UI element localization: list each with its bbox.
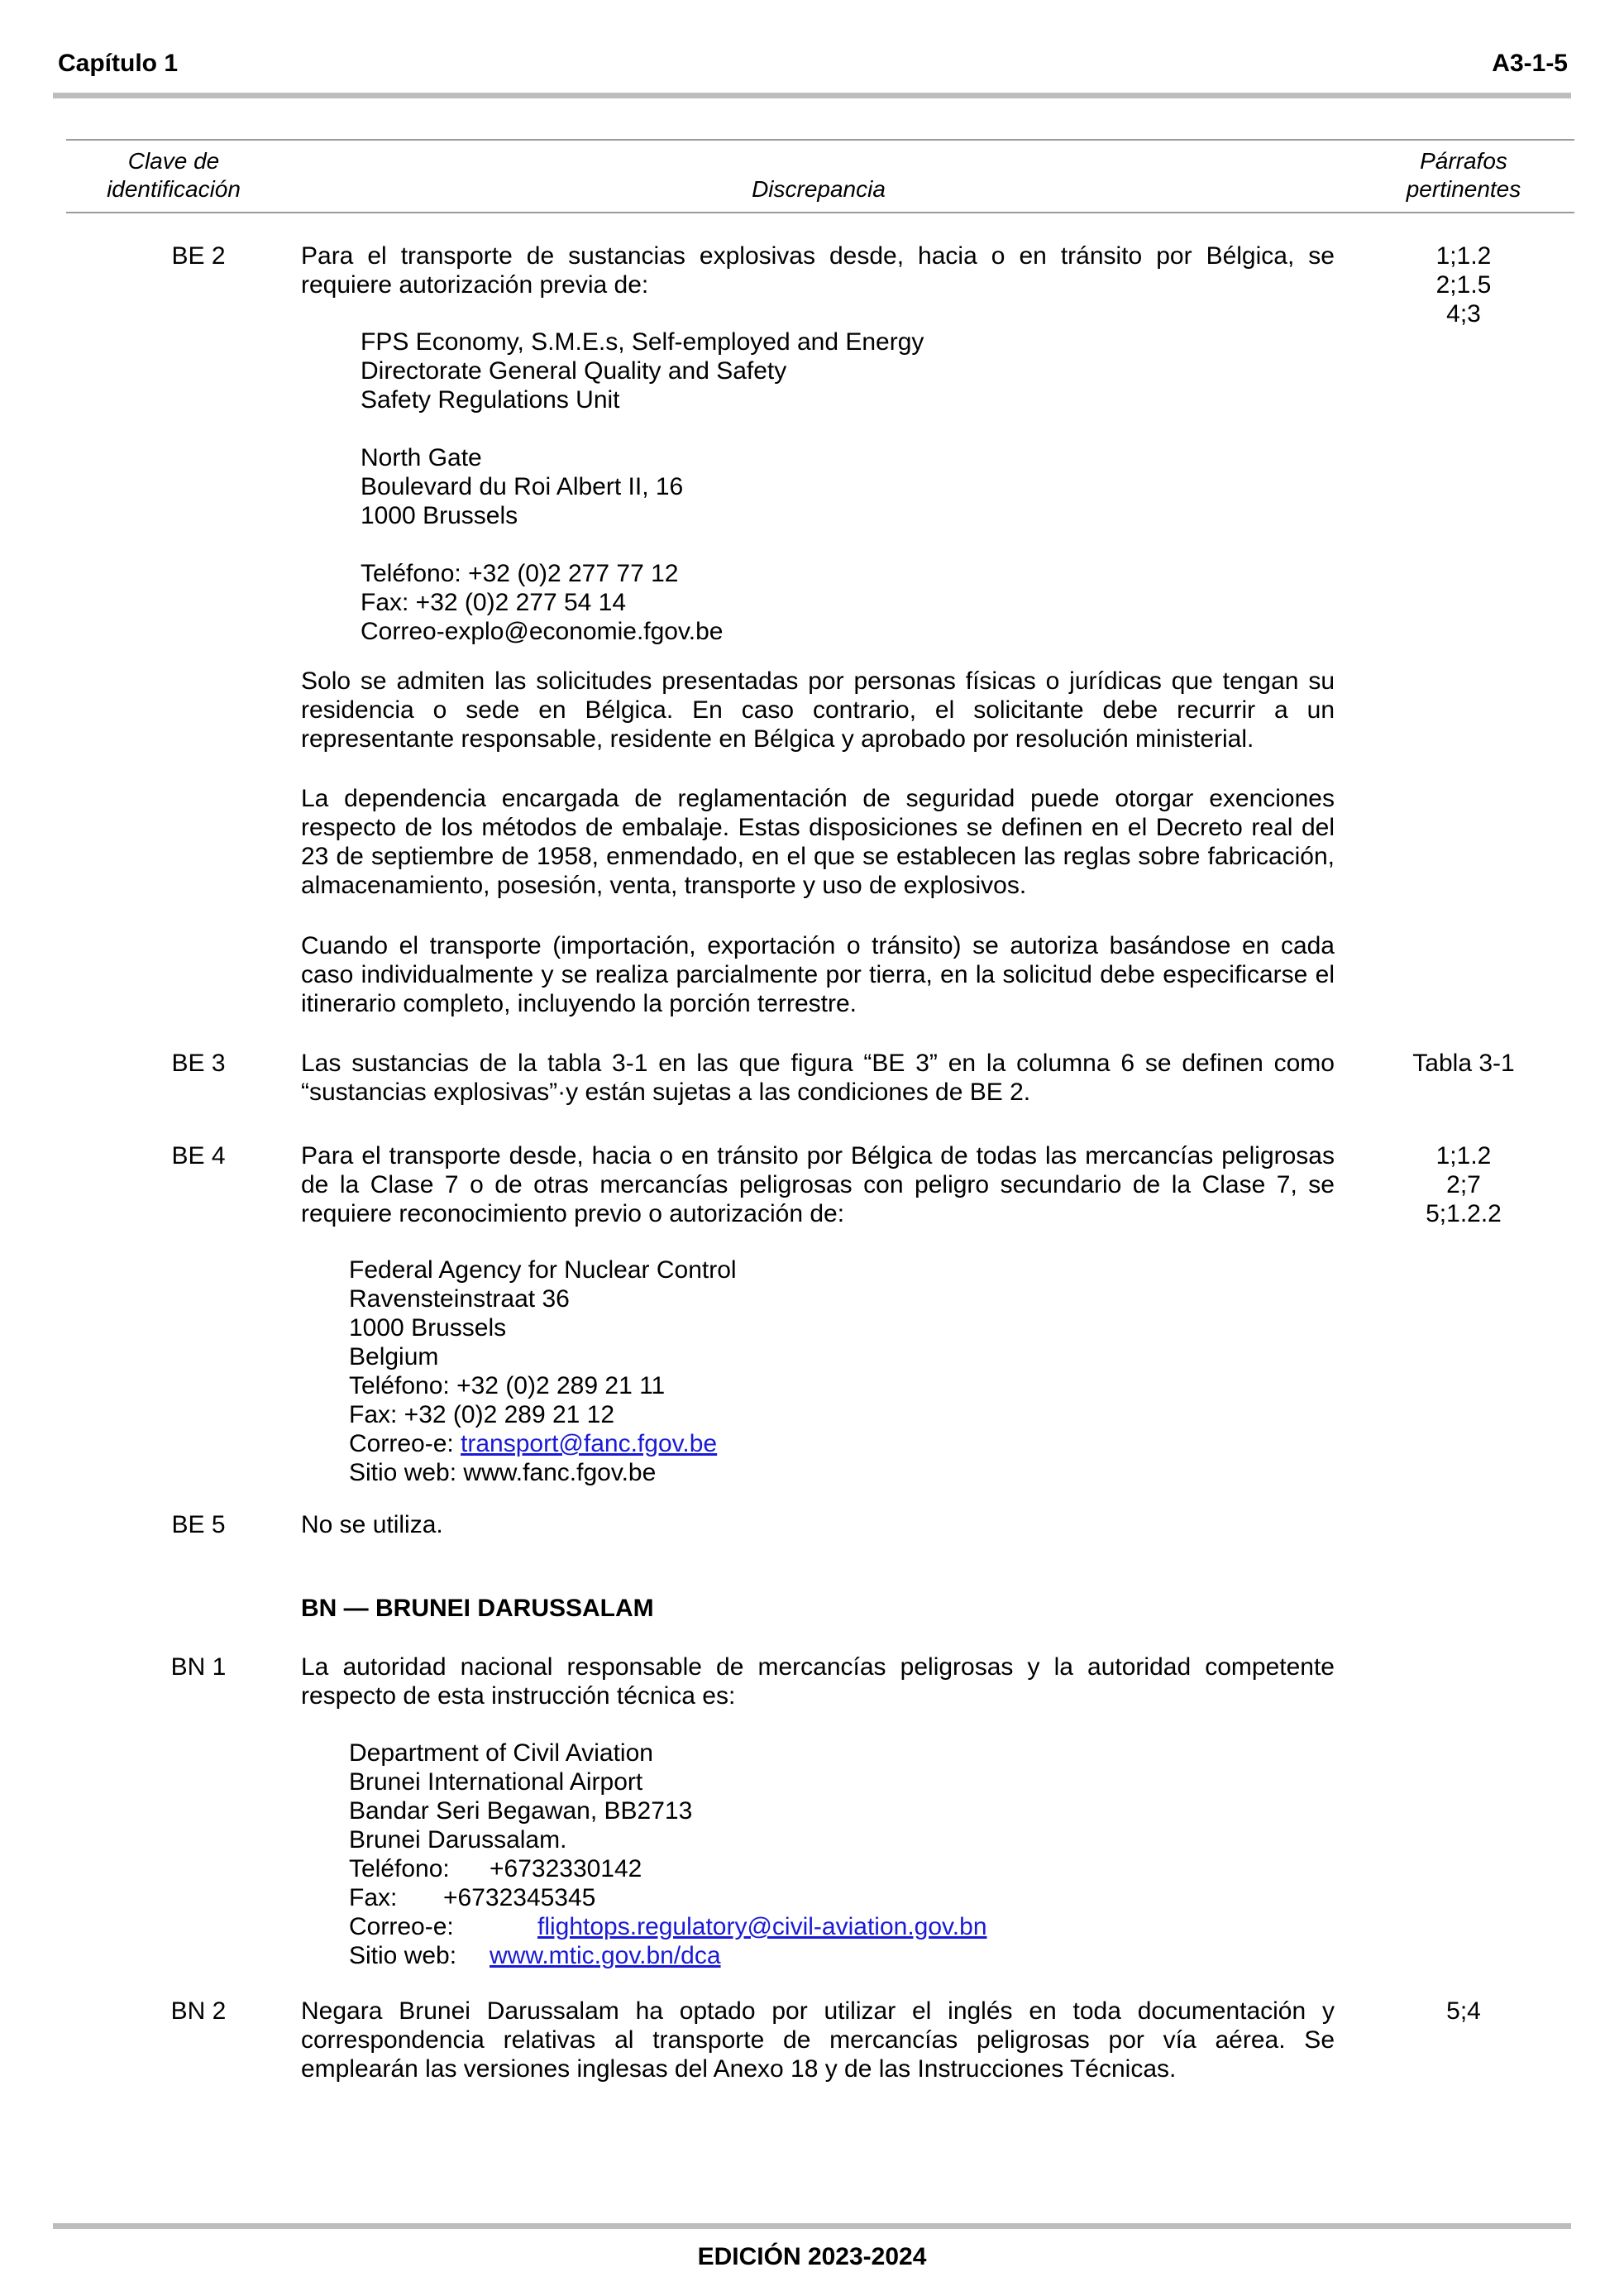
be3-references [1373,1049,1555,1078]
be2-address-line: Correo-explo@economie.fgov.be [361,618,724,645]
be4-address-line: Federal Agency for Nuclear Control [349,1256,737,1284]
bn1-address-line: Brunei International Airport [349,1768,643,1796]
bn1-address-line: Bandar Seri Begawan, BB2713 [349,1797,693,1825]
row-key-bn2: BN 2 [170,1997,227,2025]
bn1-fax-value: +6732345345 [443,1884,596,1911]
bn1-phone-value: +6732330142 [490,1855,642,1882]
be2-address-line [361,414,924,443]
bn1-fax-label: Fax: [349,1884,398,1911]
bn1-web-line [349,1941,987,1970]
be2-address-line: 1000 Brussels [361,502,518,529]
row-key-be2: BE 2 [171,242,226,270]
row-key-be3: BE 3 [171,1050,226,1077]
reference-item: 4;3 [1446,300,1481,328]
footer-rule [53,2223,1571,2229]
be2-address-line: Boulevard du Roi Albert II, 16 [361,473,684,500]
be2-address-block [361,328,924,646]
be2-address-line: Teléfono: +32 (0)2 277 77 12 [361,560,679,587]
be2-paragraph-exemptions: La dependencia encargada de reglamentación de seguridad puede otorgar exenciones respecto de los métodos de embalaje. Estas disposiciones se definen en el Decreto real del 23 de septiembre de 1958, enmendado, en el que se establecen las reglas sobre fabricación, almacenamiento, posesión, venta, transporte y uso de explosivos. [301,785,1335,899]
chapter-label: Capítulo 1 [58,50,179,77]
bn1-address-line: Department of Civil Aviation [349,1739,653,1767]
reference-item: 1;1.2 [1435,242,1492,270]
table-header-bottom-rule [66,212,1574,213]
discrepancy-column-header: Discrepancia [752,176,886,202]
row-key-be4: BE 4 [171,1142,226,1170]
be2-address-line: Safety Regulations Unit [361,386,620,414]
bn2-text: Negara Brunei Darussalam ha optado por utilizar el inglés en toda documentación y correspondencia relativas al transporte de mercancías peligrosas por vía aérea. Se emplearán las versiones inglesas del Anexo 18 y de las Instrucciones Técnicas. [301,1997,1335,2083]
be4-address-line: Fax: +32 (0)2 289 21 12 [349,1401,615,1428]
be4-address-block [349,1256,737,1487]
reference-item: 2;1.5 [1435,271,1492,299]
section-title-brunei: BN — BRUNEI DARUSSALAM [301,1595,654,1622]
bn2-references [1373,1997,1555,2026]
bn1-phone-line [349,1854,987,1883]
be4-email-label: Correo-e: [349,1430,461,1457]
row-key-be5: BE 5 [171,1511,226,1538]
key-column-header-line2: identificación [107,176,241,202]
reference-item: Tabla 3-1 [1412,1050,1515,1077]
bn1-phone-label: Teléfono: [349,1855,450,1882]
row-key-bn1: BN 1 [170,1653,227,1681]
be2-paragraph-itinerary: Cuando el transporte (importación, exportación o tránsito) se autoriza basándose en cada caso individualmente y se realiza parcialmente por tierra, en la solicitud debe especificarse el itinerario completo, incluyendo la porción terrestre. [301,932,1335,1017]
reference-item: 2;7 [1446,1171,1481,1198]
header-rule [53,93,1571,98]
bn1-intro: La autoridad nacional responsable de mercancías peligrosas y la autoridad competente respecto de esta instrucción técnica es: [301,1653,1335,1710]
bn1-email-line [349,1912,987,1941]
bn1-address-line: Brunei Darussalam. [349,1826,567,1854]
bn1-fax-line [349,1883,987,1912]
reference-item: 5;4 [1446,1997,1481,2025]
be2-references [1373,242,1555,328]
be4-address-line: Teléfono: +32 (0)2 289 21 11 [349,1372,666,1399]
reference-item: 5;1.2.2 [1426,1200,1502,1227]
bn1-address-block [349,1739,987,1970]
be5-text: No se utiliza. [301,1511,443,1538]
be4-email-link[interactable]: transport@fanc.fgov.be [461,1430,718,1457]
be2-address-line: Fax: +32 (0)2 277 54 14 [361,589,627,616]
references-column-header-line2: pertinentes [1406,176,1521,202]
be4-address-line: Ravensteinstraat 36 [349,1285,570,1313]
table-header-top-rule [66,139,1574,141]
be2-address-line: FPS Economy, S.M.E.s, Self-employed and Energy [361,328,924,356]
be4-intro: Para el transporte desde, hacia o en tránsito por Bélgica de todas las mercancías peligrosas de la Clase 7 o de otras mercancías peligrosas con peligro secundario de la Clase 7, se requiere reconocimiento previo o autorización de: [301,1142,1335,1227]
key-column-header-line1: Clave de [127,148,220,174]
bn1-web-label: Sitio web: [349,1942,457,1969]
bn1-web-link[interactable]: www.mtic.gov.bn/dca [490,1942,721,1969]
page-number: A3-1-5 [1492,50,1568,77]
be4-address-line: Belgium [349,1343,439,1370]
be3-text: Las sustancias de la tabla 3-1 en las que figura “BE 3” en la columna 6 se definen como “sustancias explosivas”·y están sujetas a las condiciones de BE 2. [301,1050,1335,1106]
bn1-email-link[interactable]: flightops.regulatory@civil-aviation.gov.bn [537,1913,987,1940]
bn1-email-label: Correo-e: [349,1913,454,1940]
be4-email-line [349,1429,737,1458]
references-column-header-line1: Párrafos [1420,148,1507,174]
be4-address-line: 1000 Brussels [349,1314,507,1342]
be2-address-line: North Gate [361,444,482,471]
edition-footer: EDICIÓN 2023-2024 [697,2243,927,2270]
be2-address-line: Directorate General Quality and Safety [361,357,787,385]
be2-paragraph-applicants: Solo se admiten las solicitudes presentadas por personas físicas o jurídicas que tengan su residencia o sede en Bélgica. En caso contrario, el solicitante debe recurrir a un representante responsable, residente en Bélgica y aprobado por resolución ministerial. [301,667,1335,753]
be4-references [1373,1141,1555,1228]
be4-web-line: Sitio web: www.fanc.fgov.be [349,1459,657,1486]
be2-address-line [361,530,924,559]
references-column-header [1373,147,1555,203]
reference-item: 1;1.2 [1435,1142,1492,1170]
be2-intro: Para el transporte de sustancias explosivas desde, hacia o en tránsito por Bélgica, se requiere autorización previa de: [301,242,1335,299]
key-column-header [83,147,265,203]
